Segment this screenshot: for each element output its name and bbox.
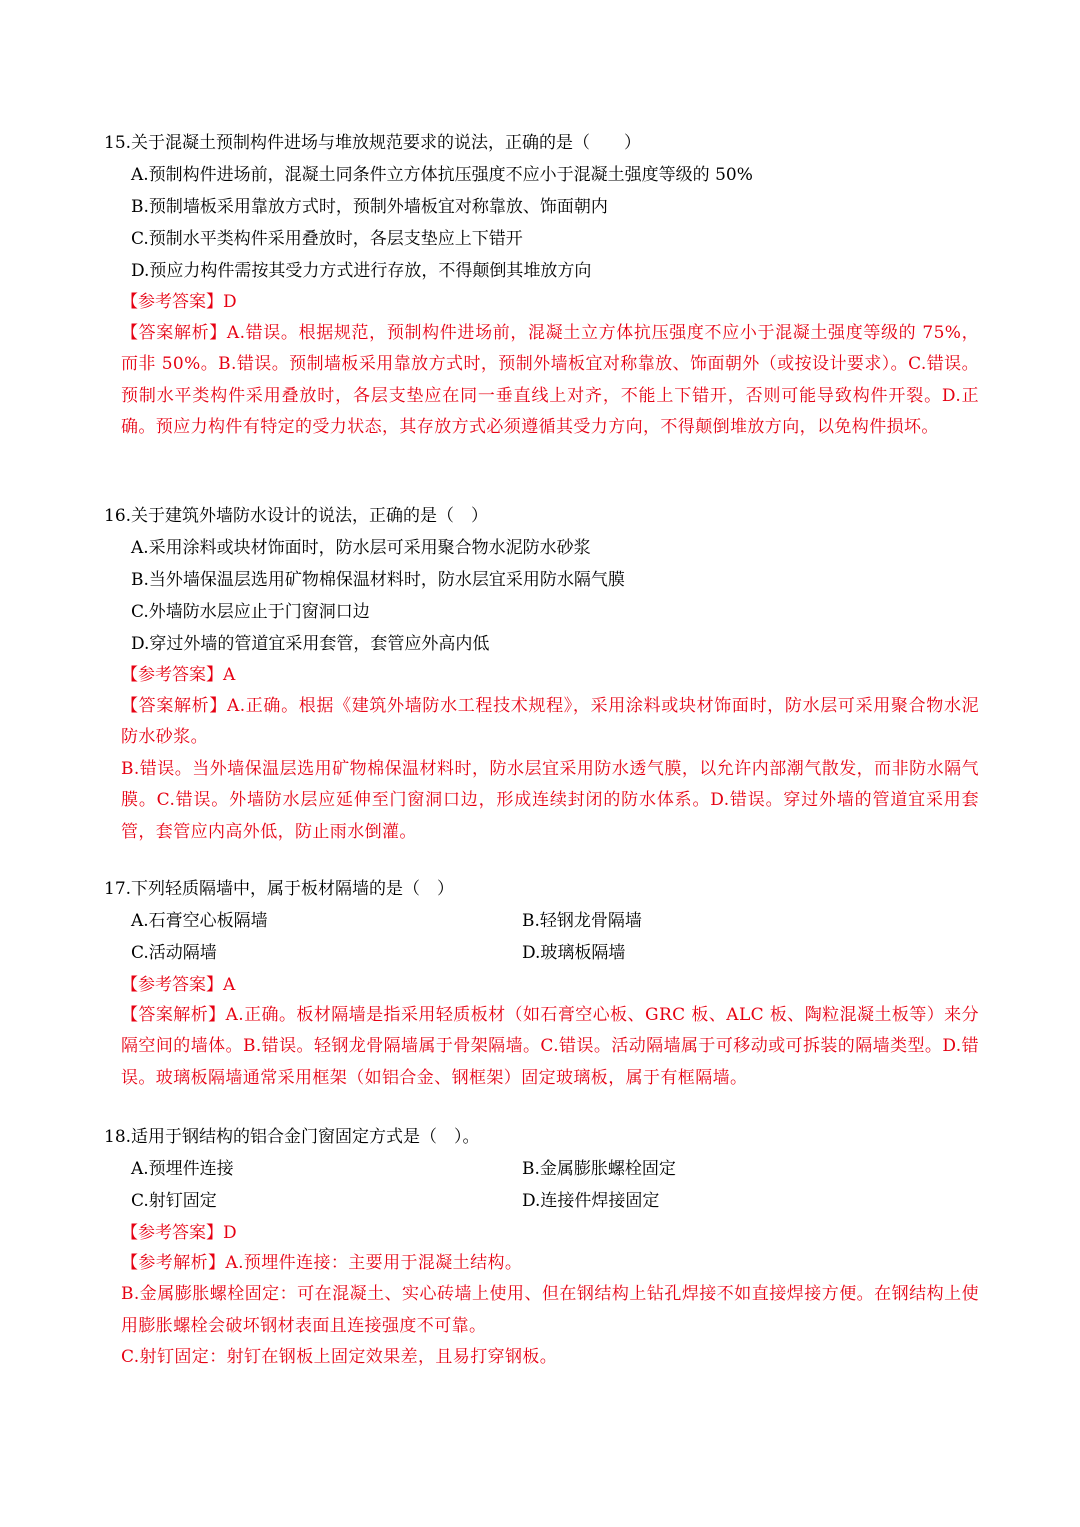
answer-value: A — [223, 665, 236, 685]
answer-label: 【参考答案】 — [121, 975, 223, 995]
option-b: B.金属膨胀螺栓固定 — [522, 1159, 676, 1179]
answer-value: D — [223, 1223, 237, 1243]
option-c: C.活动隔墙 — [131, 943, 217, 963]
analysis-text: A.正确。根据《建筑外墙防水工程技术规程》，采用涂料或块材饰面时，防水层可采用聚合物水泥防水砂浆。 — [121, 696, 980, 748]
reference-answer — [121, 291, 237, 313]
option-c: C.射钉固定 — [131, 1191, 217, 1211]
reference-answer — [121, 664, 235, 686]
answer-label: 【参考答案】 — [121, 1223, 223, 1243]
option-b: B.轻钢龙骨隔墙 — [522, 911, 642, 931]
answer-label: 【参考答案】 — [121, 292, 223, 312]
option-d: D.预应力构件需按其受力方式进行存放，不得颠倒其堆放方向 — [131, 261, 592, 281]
option-d: D.连接件焊接固定 — [522, 1191, 660, 1211]
answer-label: 【参考答案】 — [121, 665, 223, 685]
analysis-label: 【答案解析】 — [121, 696, 228, 716]
question-stem: 18.适用于钢结构的铝合金门窗固定方式是（ ）。 — [104, 1127, 480, 1147]
question-stem: 16.关于建筑外墙防水设计的说法，正确的是（ ） — [104, 506, 489, 526]
analysis-label: 【答案解析】 — [121, 323, 227, 343]
option-c: C.外墙防水层应止于门窗洞口边 — [131, 602, 370, 622]
analysis-label: 【参考解析】 — [121, 1253, 226, 1273]
analysis-paragraph: A.错误。根据规范，预制构件进场前，混凝土立方体抗压强度不应小于混凝土强度等级的 75%，而非 50%。B.错误。预制墙板采用靠放方式时，预制外墙板宜对称靠放、饰面朝外（或按设计要求）。C.错误。预制水平类构件采用叠放时，各层支垫应在同一垂直线上对齐，不能上下错开，否则可能导致构件开裂。D.正确。预应力构件有特定的受力状态，其存放方式必须遵循其受力方向，不得颠倒堆放方向，以免构件损坏。 — [121, 323, 979, 438]
analysis-paragraph: B.金属膨胀螺栓固定：可在混凝土、实心砖墙上使用、但在钢结构上钻孔焊接不如直接焊接方便。在钢结构上使用膨胀螺栓会破坏钢材表面且连接强度不可靠。 — [121, 1284, 979, 1336]
option-a: A.预埋件连接 — [131, 1159, 234, 1179]
option-a: A.采用涂料或块材饰面时，防水层可采用聚合物水泥防水砂浆 — [131, 538, 591, 558]
analysis-paragraph: A.正确。板材隔墙是指采用轻质板材（如石膏空心板、GRC 板、ALC 板、陶粒混凝土板等）来分隔空间的墙体。B.错误。轻钢龙骨隔墙属于骨架隔墙。C.错误。活动隔墙属于可移动或可拆装的隔墙类型。D.错误。玻璃板隔墙通常采用框架（如铝合金、钢框架）固定玻璃板，属于有框隔墙。 — [121, 1005, 980, 1088]
reference-answer — [121, 974, 235, 996]
answer-analysis — [121, 318, 979, 444]
question-stem: 17.下列轻质隔墙中，属于板材隔墙的是（ ） — [104, 879, 455, 899]
analysis-paragraph — [121, 1248, 979, 1279]
analysis-paragraph: B.错误。当外墙保温层选用矿物棉保温材料时，防水层宜采用防水透气膜，以允许内部潮气散发，而非防水隔气膜。C.错误。外墙防水层应延伸至门窗洞口边，形成连续封闭的防水体系。D.错误。穿过外墙的管道宜采用套管，套管应内高外低，防止雨水倒灌。 — [121, 758, 979, 842]
answer-analysis — [121, 1000, 979, 1094]
analysis-paragraph: C.射钉固定：射钉在钢板上固定效果差，且易打穿钢板。 — [121, 1347, 558, 1368]
option-d: D.穿过外墙的管道宜采用套管，套管应外高内低 — [131, 634, 490, 654]
answer-value: A — [223, 975, 236, 995]
option-b: B.当外墙保温层选用矿物棉保温材料时，防水层宜采用防水隔气膜 — [131, 570, 625, 590]
analysis-label: 【答案解析】 — [121, 1005, 226, 1025]
option-a: A.预制构件进场前，混凝土同条件立方体抗压强度不应小于混凝土强度等级的 50% — [131, 165, 753, 185]
answer-analysis — [121, 691, 979, 848]
option-b: B.预制墙板采用靠放方式时，预制外墙板宜对称靠放、饰面朝内 — [131, 197, 608, 217]
analysis-paragraph — [121, 691, 979, 754]
analysis-text: A.预埋件连接：主要用于混凝土结构。 — [225, 1253, 523, 1273]
reference-answer — [121, 1222, 237, 1244]
answer-value: D — [223, 292, 237, 312]
option-c: C.预制水平类构件采用叠放时，各层支垫应上下错开 — [131, 229, 523, 249]
question-stem: 15.关于混凝土预制构件进场与堆放规范要求的说法，正确的是（ ） — [104, 133, 642, 153]
answer-analysis — [121, 1248, 979, 1374]
option-d: D.玻璃板隔墙 — [522, 943, 626, 963]
option-a: A.石膏空心板隔墙 — [131, 911, 268, 931]
